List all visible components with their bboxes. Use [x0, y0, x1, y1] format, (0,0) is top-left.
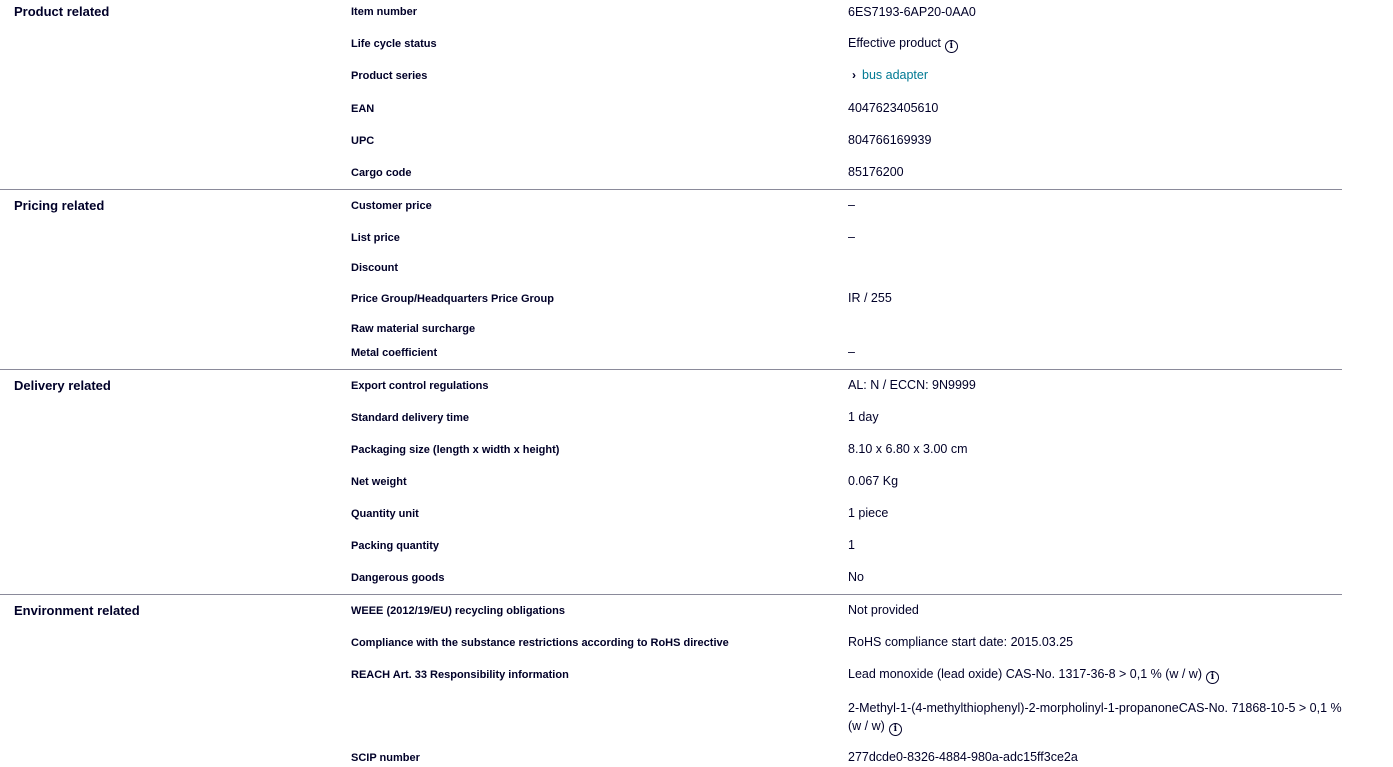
row-label-list-price: List price [351, 232, 400, 244]
row-label-dangerous-goods: Dangerous goods [351, 572, 445, 584]
row-value-net-weight: 0.067 Kg [848, 474, 899, 488]
row-value-packing-quantity: 1 [848, 538, 855, 552]
row-label-ean: EAN [351, 103, 375, 115]
row-value-list-price: – [848, 230, 855, 244]
row-label-scip-number: SCIP number [351, 752, 420, 764]
row-value-reach-methyl-propanone [848, 699, 1342, 736]
section-title: Product related [14, 4, 110, 19]
row-label-rohs: Compliance with the substance restrictions according to RoHS directive [351, 637, 729, 649]
row-label-weee: WEEE (2012/19/EU) recycling obligations [351, 605, 565, 617]
reach-lead-monoxide-text: Lead monoxide (lead oxide) CAS-No. 1317-36-8 > 0,1 % (w / w) [848, 667, 1202, 681]
product-series-link[interactable] [848, 68, 928, 82]
section-divider [0, 594, 1342, 595]
row-label-discount: Discount [351, 262, 399, 274]
row-value-rohs: RoHS compliance start date: 2015.03.25 [848, 635, 1074, 649]
row-value-item-number: 6ES7193-6AP20-0AA0 [848, 5, 976, 19]
row-value-standard-delivery-time: 1 day [848, 410, 879, 424]
row-label-standard-delivery-time: Standard delivery time [351, 412, 469, 424]
row-label-product-series: Product series [351, 70, 428, 82]
row-label-export-control: Export control regulations [351, 380, 489, 392]
row-label-reach: REACH Art. 33 Responsibility information [351, 669, 569, 681]
row-label-packing-quantity: Packing quantity [351, 540, 440, 552]
info-circle-icon[interactable]: i [1206, 671, 1219, 684]
row-value-cargo-code: 85176200 [848, 165, 904, 179]
row-label-packaging-size: Packaging size (length x width x height) [351, 444, 560, 456]
section-divider [0, 369, 1342, 370]
row-value-upc: 804766169939 [848, 133, 932, 147]
row-value-dangerous-goods: No [848, 570, 864, 584]
row-label-raw-material-surcharge: Raw material surcharge [351, 323, 476, 335]
row-value-quantity-unit: 1 piece [848, 506, 889, 520]
chevron-right-icon: › [852, 68, 856, 82]
row-value-metal-coefficient: – [848, 345, 855, 359]
product-series-link-label[interactable]: bus adapter [862, 68, 929, 82]
row-value-customer-price: – [848, 198, 855, 212]
row-value-life-cycle-status [848, 36, 958, 53]
section-title: Delivery related [14, 378, 111, 393]
life-cycle-status-text: Effective product [848, 36, 941, 50]
info-circle-icon[interactable]: i [945, 40, 958, 53]
row-value-ean: 4047623405610 [848, 101, 939, 115]
row-value-price-group: IR / 255 [848, 291, 892, 305]
row-value-export-control: AL: N / ECCN: 9N9999 [848, 378, 976, 392]
row-label-life-cycle-status: Life cycle status [351, 38, 437, 50]
row-value-reach-lead-monoxide [848, 667, 1219, 684]
row-label-price-group: Price Group/Headquarters Price Group [351, 293, 554, 305]
row-value-scip-number: 277dcde0-8326-4884-980a-adc15ff3ce2a [848, 750, 1078, 764]
row-value-packaging-size: 8.10 x 6.80 x 3.00 cm [848, 442, 968, 456]
section-divider [0, 189, 1342, 190]
row-value-weee: Not provided [848, 603, 919, 617]
section-title: Pricing related [14, 198, 105, 213]
row-label-customer-price: Customer price [351, 200, 432, 212]
row-label-upc: UPC [351, 135, 375, 147]
row-label-net-weight: Net weight [351, 476, 407, 488]
row-label-cargo-code: Cargo code [351, 167, 412, 179]
row-label-quantity-unit: Quantity unit [351, 508, 419, 520]
row-label-item-number: Item number [351, 6, 418, 18]
reach-methyl-propanone-text: 2-Methyl-1-(4-methylthiophenyl)-2-morpholinyl-1-propanoneCAS-No. 71868-10-5 > 0,1 % (w / w) [848, 701, 1342, 733]
row-label-metal-coefficient: Metal coefficient [351, 347, 438, 359]
section-title: Environment related [14, 603, 140, 618]
info-circle-icon[interactable]: i [889, 723, 902, 736]
